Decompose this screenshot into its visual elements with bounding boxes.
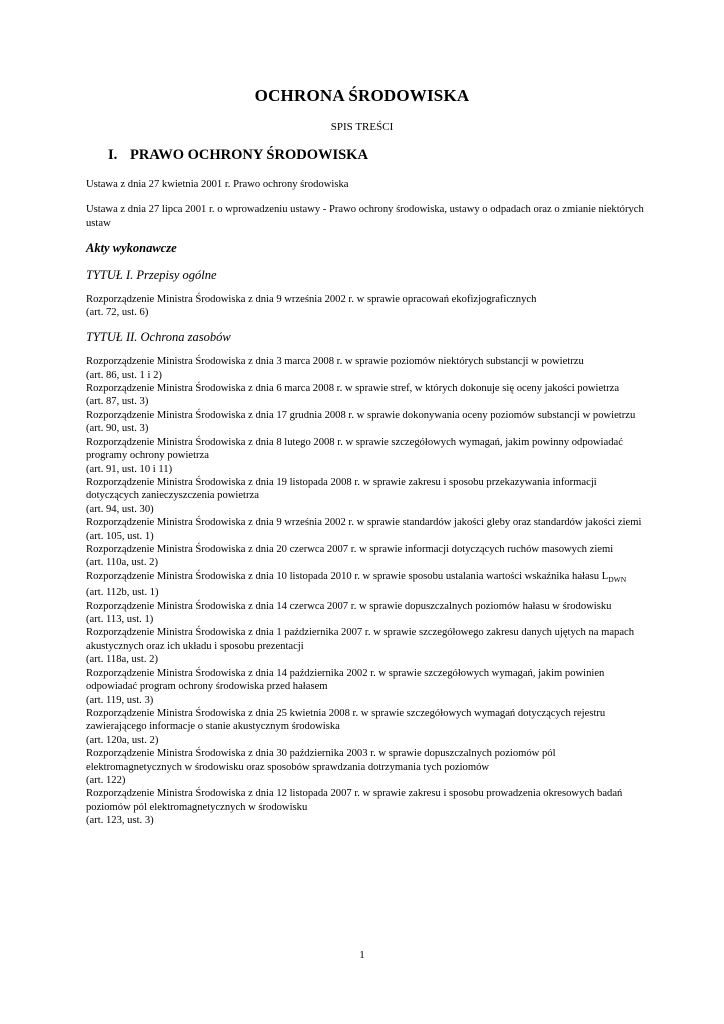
regulation-reference: (art. 113, ust. 1) bbox=[86, 614, 154, 626]
regulation-text: Rozporządzenie Ministra Środowiska z dnia 9 września 2002 r. w sprawie standardów jakości gleby oraz standardów jakości ziemi bbox=[86, 517, 642, 529]
act-entry: Ustawa z dnia 27 kwietnia 2001 r. Prawo ochrony środowiska bbox=[86, 179, 349, 190]
regulation-entry bbox=[86, 667, 646, 707]
regulation-entry bbox=[86, 355, 646, 382]
regulation-text: Rozporządzenie Ministra Środowiska z dnia 12 listopada 2007 r. w sprawie zakresu i sposobu prowadzenia okresowych badań poziomów pól elektromagnetycznych w środowisku bbox=[86, 788, 623, 813]
regulation-list bbox=[86, 355, 646, 827]
regulation-reference: (art. 72, ust. 6) bbox=[86, 307, 149, 319]
regulation-entry bbox=[86, 570, 646, 600]
act-entry: Ustawa z dnia 27 lipca 2001 r. o wprowadzeniu ustawy - Prawo ochrony środowiska, ustawy o odpadach oraz o zmianie niektórych ustaw bbox=[86, 204, 644, 229]
regulation-entry bbox=[86, 600, 646, 627]
section-heading bbox=[108, 147, 368, 164]
regulation-reference: (art. 119, ust. 3) bbox=[86, 694, 154, 706]
regulation-entry bbox=[86, 543, 646, 570]
regulation-reference: (art. 94, ust. 30) bbox=[86, 503, 154, 515]
regulation-reference: (art. 118a, ust. 2) bbox=[86, 654, 158, 666]
title-2-heading: TYTUŁ II. Ochrona zasobów bbox=[86, 329, 231, 344]
regulation-entry bbox=[86, 409, 646, 436]
regulation-entry bbox=[86, 707, 646, 747]
regulation-text: Rozporządzenie Ministra Środowiska z dnia 17 grudnia 2008 r. w sprawie dokonywania oceny poziomów substancji w powietrzu bbox=[86, 409, 636, 421]
regulation-entry bbox=[86, 382, 646, 409]
regulation-text-main: Rozporządzenie Ministra Środowiska z dnia 10 listopada 2010 r. w sprawie sposobu ustalania wartości wskaźnika hałasu L bbox=[86, 570, 609, 582]
regulation-reference: (art. 110a, ust. 2) bbox=[86, 557, 158, 569]
regulation-text: Rozporządzenie Ministra Środowiska z dnia 6 marca 2008 r. w sprawie stref, w których dokonuje się oceny jakości powietrza bbox=[86, 383, 620, 395]
regulation-reference: (art. 112b, ust. 1) bbox=[86, 587, 159, 599]
regulation-text: Rozporządzenie Ministra Środowiska z dnia 3 marca 2008 r. w sprawie poziomów niektórych substancji w powietrzu bbox=[86, 356, 584, 368]
regulation-entry bbox=[86, 436, 646, 476]
regulation-text: Rozporządzenie Ministra Środowiska z dnia 14 października 2002 r. w sprawie szczegółowych wymagań, jakim powinien odpowiadać program ochrony środowiska przed hałasem bbox=[86, 667, 605, 693]
regulation-text: Rozporządzenie Ministra Środowiska z dnia 25 kwietnia 2008 r. w sprawie szczegółowych wymagań dotyczących rejestru zawierającego informacje o stanie akustycznym środowiska bbox=[86, 707, 606, 733]
page-number: 1 bbox=[359, 949, 365, 961]
regulation-reference: (art. 123, ust. 3) bbox=[86, 815, 154, 827]
regulation-text bbox=[86, 570, 646, 587]
regulation-entry bbox=[86, 747, 646, 787]
regulation-entry bbox=[86, 787, 646, 827]
regulation-text: Rozporządzenie Ministra Środowiska z dnia 20 czerwca 2007 r. w sprawie informacji dotyczących ruchów masowych ziemi bbox=[86, 543, 614, 555]
regulation-text: Rozporządzenie Ministra Środowiska z dnia 30 października 2003 r. w sprawie dopuszczalnych poziomów pól elektromagnetycznych w środowisku oraz sposobów sprawdzania dotrzymania tych poziomów bbox=[86, 748, 556, 773]
regulation-reference: (art. 91, ust. 10 i 11) bbox=[86, 463, 173, 475]
regulation-entry bbox=[86, 626, 646, 666]
section-number: I. bbox=[108, 147, 118, 163]
document-content bbox=[86, 178, 646, 828]
regulation-text: Rozporządzenie Ministra Środowiska z dnia 14 czerwca 2007 r. w sprawie dopuszczalnych poziomów hałasu w środowisku bbox=[86, 600, 612, 612]
section-title: PRAWO OCHRONY ŚRODOWISKA bbox=[130, 147, 368, 163]
regulation-text: Rozporządzenie Ministra Środowiska z dnia 19 listopada 2008 r. w sprawie zakresu i sposobu przekazywania informacji dotyczących zanieczyszczenia powietrza bbox=[86, 476, 597, 502]
regulation-reference: (art. 87, ust. 3) bbox=[86, 396, 149, 408]
document-title: OCHRONA ŚRODOWISKA bbox=[254, 86, 470, 105]
title-1-heading: TYTUŁ I. Przepisy ogólne bbox=[86, 267, 217, 282]
regulation-text: Rozporządzenie Ministra Środowiska z dnia 1 października 2007 r. w sprawie szczegółowego zakresu danych ujętych na mapach akustycznych oraz ich układu i sposobu prezentacji bbox=[86, 627, 635, 652]
regulation-reference: (art. 90, ust. 3) bbox=[86, 423, 149, 435]
regulation-reference: (art. 122) bbox=[86, 774, 126, 786]
regulation-reference: (art. 86, ust. 1 i 2) bbox=[86, 369, 162, 381]
regulation-reference: (art. 120a, ust. 2) bbox=[86, 734, 159, 746]
regulation-entry bbox=[86, 293, 646, 320]
implementing-acts-heading: Akty wykonawcze bbox=[86, 241, 177, 256]
table-of-contents-label: SPIS TREŚCI bbox=[330, 121, 394, 133]
regulation-entry bbox=[86, 516, 646, 543]
regulation-entry bbox=[86, 476, 646, 516]
regulation-text: Rozporządzenie Ministra Środowiska z dnia 9 września 2002 r. w sprawie opracowań ekofizjograficznych bbox=[86, 294, 537, 306]
regulation-text: Rozporządzenie Ministra Środowiska z dnia 8 lutego 2008 r. w sprawie szczegółowych wymagań, jakim powinny odpowiadać programy ochrony powietrza bbox=[86, 436, 623, 462]
regulation-reference: (art. 105, ust. 1) bbox=[86, 530, 154, 542]
lden-subscript: DWN bbox=[608, 574, 627, 584]
